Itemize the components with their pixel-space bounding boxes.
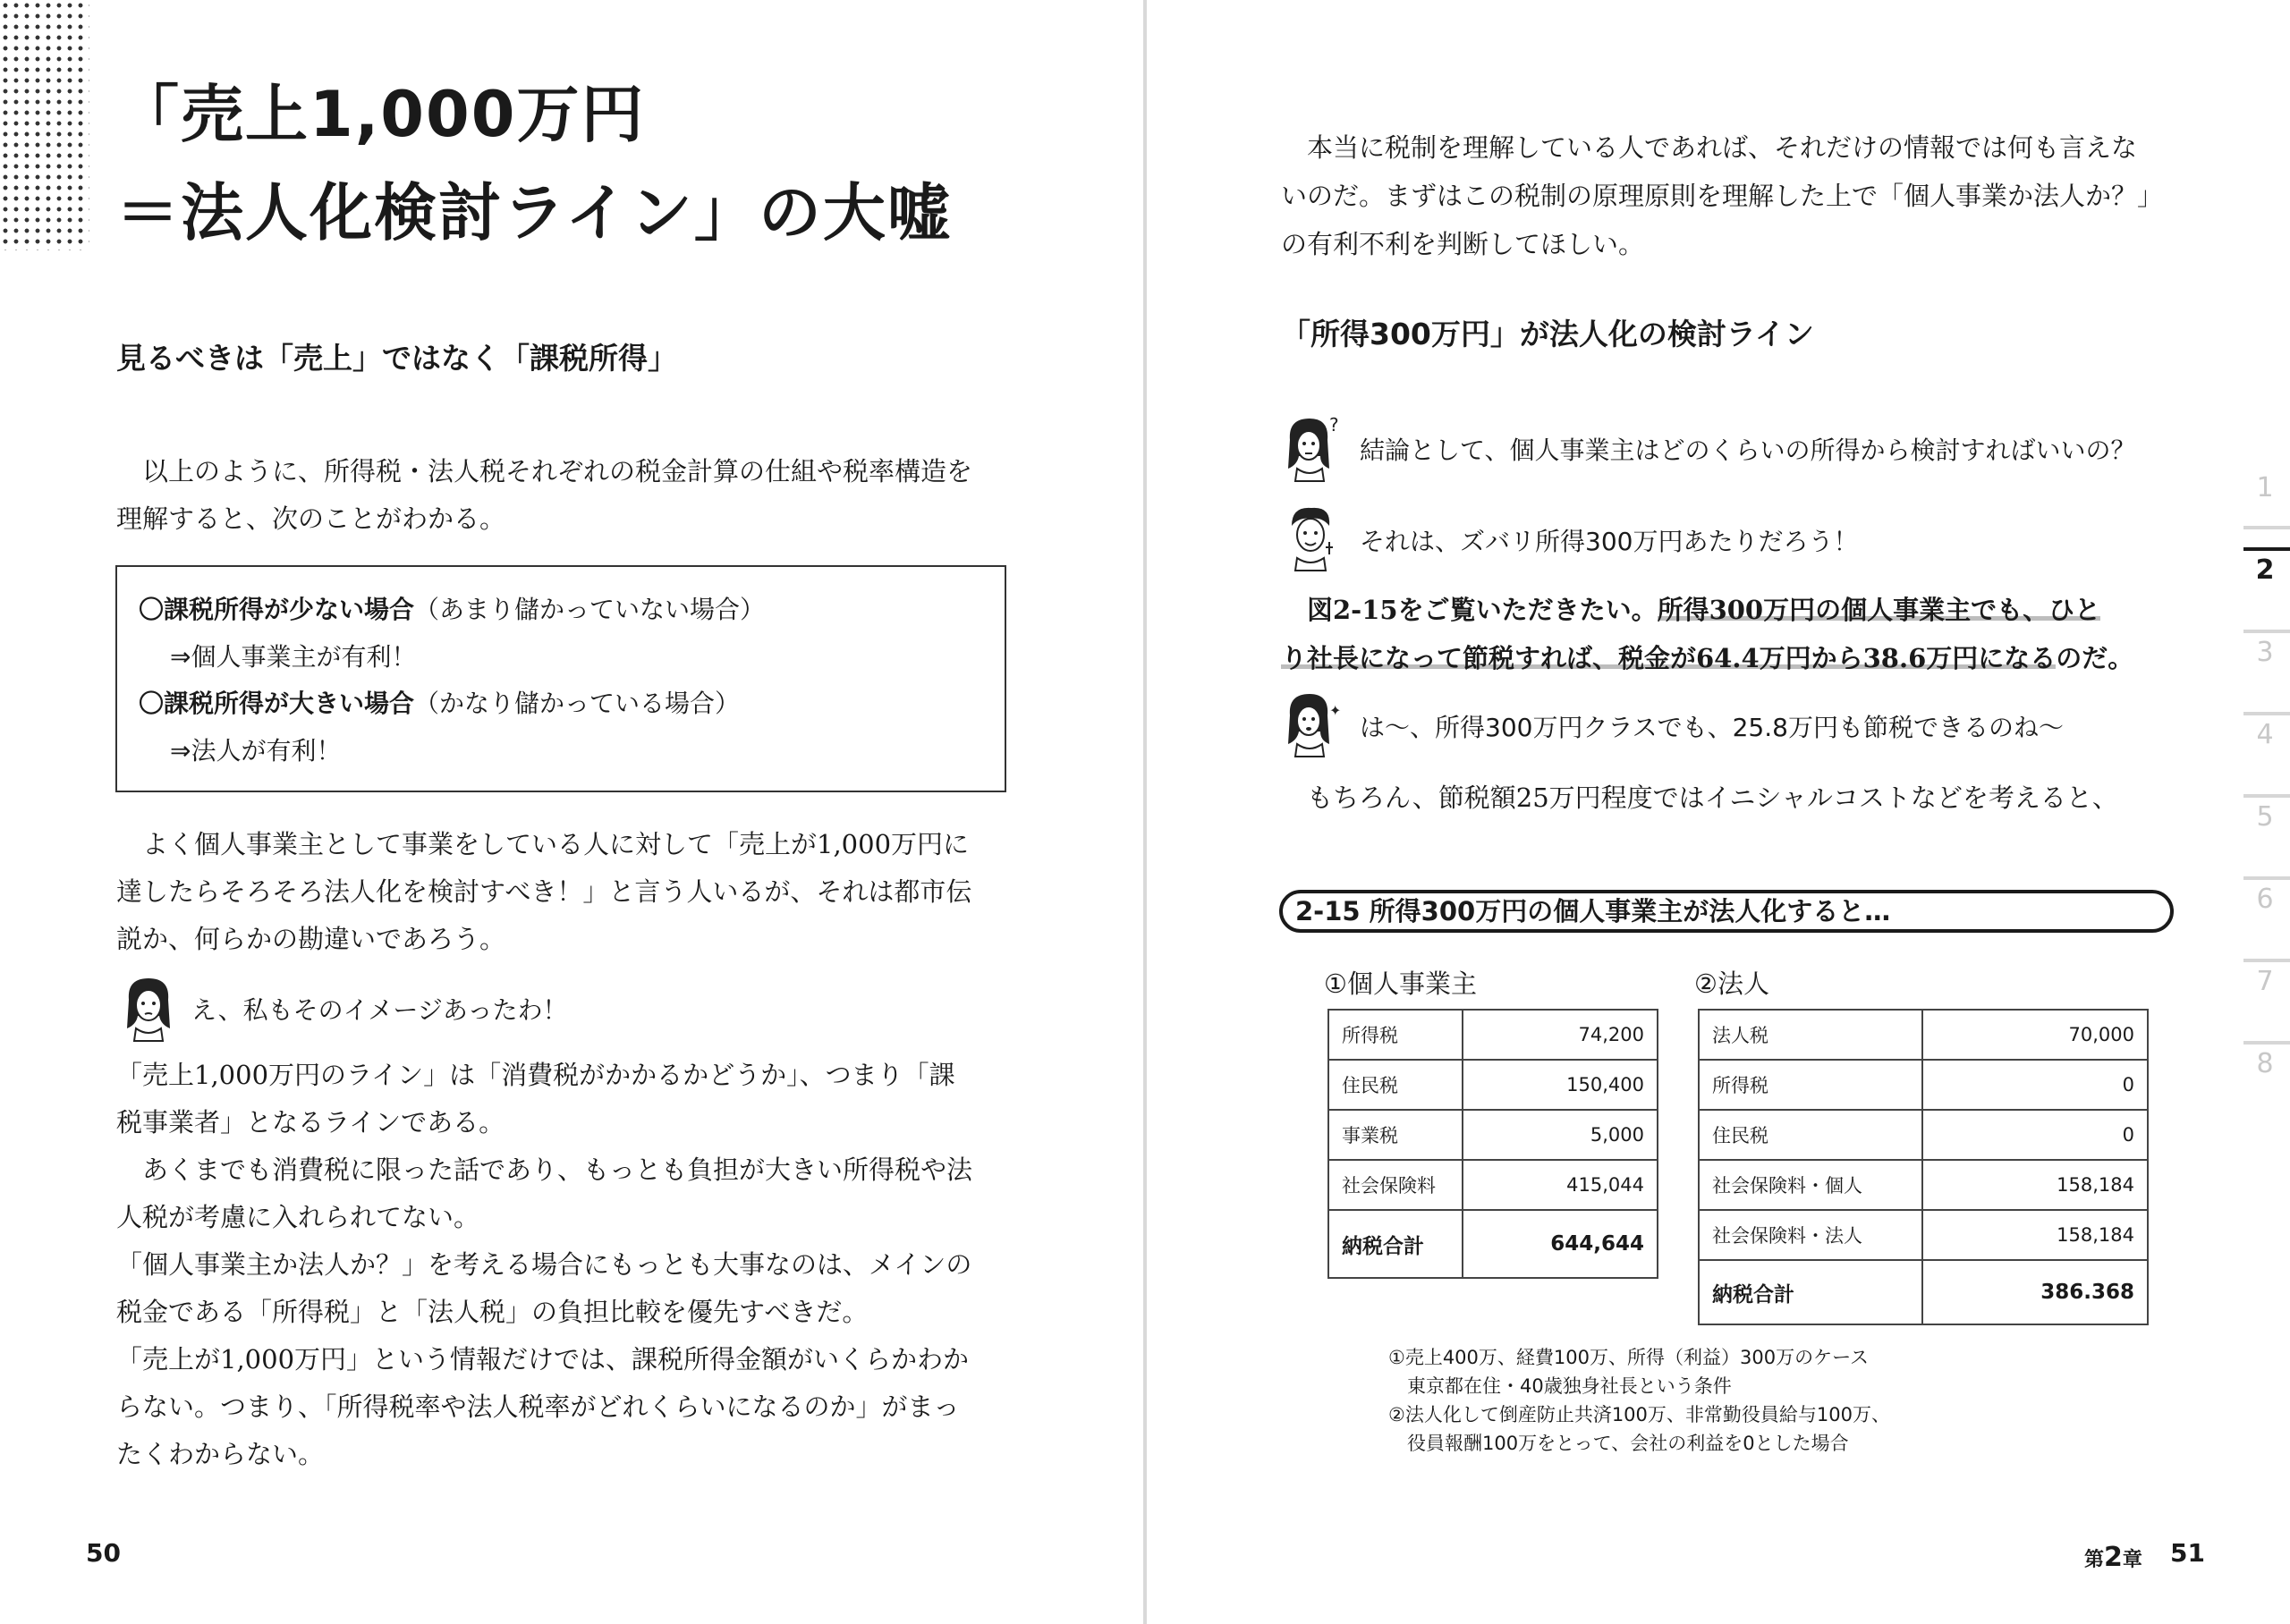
table-total-value: 644,644 <box>1463 1210 1658 1278</box>
section-heading: 「所得300万円」が法人化の検討ライン <box>1281 317 1814 351</box>
box-case1 <box>139 590 765 626</box>
table-cell-label: 社会保険料・個人 <box>1699 1160 1922 1210</box>
chapter-tab-6: 6 <box>2256 884 2274 915</box>
chapter-tab-divider <box>2243 630 2290 633</box>
paragraph-line: たくわからない。 <box>116 1439 325 1469</box>
svg-text:?: ? <box>1329 414 1339 436</box>
table1-title: ①個人事業主 <box>1324 968 1477 999</box>
box-case2 <box>139 684 740 720</box>
page-number-left: 50 <box>86 1538 121 1568</box>
box-case2-result: ⇒法人が有利！ <box>170 736 342 765</box>
table-total-row <box>1328 1210 1658 1278</box>
chapter-tab-divider <box>2243 526 2290 529</box>
table-note: 役員報酬100万をとって、会社の利益を0とした場合 <box>1388 1433 1849 1454</box>
paragraph-line: 以上のように、所得税・法人税それぞれの税金計算の仕組や税率構造を <box>116 456 973 486</box>
paragraph-line: 達したらそろそろ法人化を検討すべき！」と言う人いるが、それは都市伝 <box>116 876 972 907</box>
chapter-tab-4: 4 <box>2256 719 2274 750</box>
chapter-tab-divider <box>2243 959 2290 962</box>
table-row <box>1699 1060 2148 1110</box>
table-row <box>1699 1160 2148 1210</box>
table-row <box>1328 1060 1658 1110</box>
page-title-line2: ＝法人化検討ライン」の大嘘 <box>116 176 952 250</box>
figure-label: 2-15 所得300万円の個人事業主が法人化すると… <box>1279 890 2174 933</box>
paragraph-line-highlighted <box>1281 639 2133 675</box>
table-cell-label: 所得税 <box>1328 1010 1463 1060</box>
chapter-prefix: 第 <box>2084 1549 2105 1571</box>
table-note: 東京都在住・40歳独身社長という条件 <box>1388 1375 1732 1397</box>
table2-title: ②法人 <box>1694 968 1769 999</box>
box-case2-bold: 〇課税所得が大きい場合 <box>139 689 415 718</box>
chapter-tab-7: 7 <box>2256 966 2274 997</box>
chapter-tab-divider <box>2243 876 2290 880</box>
paragraph-line: らない。つまり、「所得税率や法人税率がどれくらいになるのか」がまっ <box>116 1391 960 1422</box>
paragraph-line: 税金である「所得税」と「法人税」の負担比較を優先すべきだ。 <box>116 1297 869 1327</box>
paragraph-line: 説か、何らかの勘違いであろう。 <box>116 924 506 954</box>
paragraph-line: 税事業者」となるラインである。 <box>116 1107 505 1138</box>
dialog-woman-surprised: は〜、所得300万円クラスでも、25.8万円も節税できるのね〜 <box>1360 713 2064 742</box>
table-cell-value: 5,000 <box>1463 1110 1658 1160</box>
paragraph-fig-ref: 図2-15をご覧いただきたい。 <box>1281 595 1658 625</box>
table-cell-label: 社会保険料・法人 <box>1699 1210 1922 1260</box>
table-row <box>1699 1010 2148 1060</box>
chapter-tab-divider <box>2243 1041 2290 1045</box>
table-cell-label: 社会保険料 <box>1328 1160 1463 1210</box>
table-note: ①売上400万、経費100万、所得（利益）300万のケース <box>1388 1347 1870 1368</box>
dialog-woman-question: 結論として、個人事業主はどのくらいの所得から検討すればいいの？ <box>1360 436 2136 465</box>
chapter-tab-5: 5 <box>2256 801 2274 833</box>
chapter-tab-3: 3 <box>2256 637 2274 668</box>
paragraph-line: の有利不利を判断してほしい。 <box>1281 229 1645 259</box>
table-corporation <box>1698 1009 2149 1325</box>
table-cell-label: 事業税 <box>1328 1110 1463 1160</box>
dialog-man-answer: それは、ズバリ所得300万円あたりだろう！ <box>1360 527 1859 556</box>
chapter-indicator <box>2084 1542 2142 1573</box>
table-row <box>1328 1160 1658 1210</box>
box-case1-result: ⇒個人事業主が有利！ <box>170 642 417 672</box>
table-total-value: 386.368 <box>1922 1260 2148 1324</box>
paragraph-line: あくまでも消費税に限った話であり、もっとも負担が大きい所得税や法 <box>116 1155 973 1185</box>
chapter-suffix: 章 <box>2122 1549 2142 1571</box>
page-title-line1: 「売上1,000万円 <box>116 78 646 151</box>
paragraph-line-highlighted <box>1281 590 2100 627</box>
paragraph-end: のだ。 <box>2056 643 2134 673</box>
box-case1-bold: 〇課税所得が少ない場合 <box>139 595 415 624</box>
table-cell-value: 158,184 <box>1922 1210 2148 1260</box>
dialog-woman: え、私もそのイメージあったわ！ <box>191 995 568 1025</box>
woman-thinking-icon <box>1283 413 1340 481</box>
table-cell-value: 0 <box>1922 1060 2148 1110</box>
section-heading: 見るべきは「売上」ではなく「課税所得」 <box>116 341 677 376</box>
box-case2-rest: （かなり儲かっている場合） <box>414 689 741 718</box>
paragraph-line: もちろん、節税額25万円程度ではイニシャルコストなどを考えると、 <box>1281 782 2118 813</box>
table-row <box>1328 1010 1658 1060</box>
highlight-text: り社長になって節税すれば、税金が64.4万円から38.6万円になる <box>1281 643 2057 673</box>
table-total-row <box>1699 1260 2148 1324</box>
paragraph-line: いのだ。まずはこの税制の原理原則を理解した上で「個人事業か法人か？」 <box>1281 181 2164 211</box>
table-row <box>1328 1110 1658 1160</box>
table-cell-value: 150,400 <box>1463 1060 1658 1110</box>
left-page <box>0 0 1143 1624</box>
paragraph-line: 本当に税制を理解している人であれば、それだけの情報では何も言えな <box>1281 132 2138 163</box>
table-sole-proprietor <box>1327 1009 1658 1279</box>
paragraph-line: 「個人事業主か法人か？」を考える場合にもっとも大事なのは、メインの <box>116 1249 972 1280</box>
table-cell-value: 74,200 <box>1463 1010 1658 1060</box>
chapter-tab-active-bar <box>2243 547 2290 551</box>
table-cell-label: 住民税 <box>1699 1110 1922 1160</box>
paragraph-line: 「売上1,000万円のライン」は「消費税がかかるかどうか」、つまり「課 <box>116 1060 955 1090</box>
table-cell-value: 158,184 <box>1922 1160 2148 1210</box>
box-case1-rest: （あまり儲かっていない場合） <box>414 595 766 624</box>
paragraph-line: 理解すると、次のことがわかる。 <box>116 503 506 534</box>
chapter-tab-8: 8 <box>2256 1048 2274 1079</box>
paragraph-line: 人税が考慮に入れられてない。 <box>116 1202 480 1232</box>
table-cell-value: 415,044 <box>1463 1160 1658 1210</box>
table-cell-value: 70,000 <box>1922 1010 2148 1060</box>
dot-pattern-decoration <box>0 0 89 250</box>
table-row <box>1699 1110 2148 1160</box>
highlight-text: 所得300万円の個人事業主でも、ひと <box>1657 595 2101 625</box>
table-total-label: 納税合計 <box>1328 1210 1463 1278</box>
chapter-tab-1: 1 <box>2256 472 2274 503</box>
table-cell-label: 住民税 <box>1328 1060 1463 1110</box>
chapter-number: 2 <box>2104 1542 2123 1573</box>
man-character-icon <box>1283 503 1340 571</box>
table-row <box>1699 1210 2148 1260</box>
table-note: ②法人化して倒産防止共済100万、非常勤役員給与100万、 <box>1388 1404 1890 1425</box>
page-number-right: 51 <box>2170 1538 2205 1568</box>
chapter-tab-2-active: 2 <box>2255 554 2275 586</box>
paragraph-line: 「売上が1,000万円」という情報だけでは、課税所得金額がいくらかわか <box>116 1344 970 1374</box>
woman-character-icon <box>120 973 177 1041</box>
chapter-tab-divider <box>2243 794 2290 798</box>
table-total-label: 納税合計 <box>1699 1260 1922 1324</box>
table-cell-value: 0 <box>1922 1110 2148 1160</box>
table-cell-label: 法人税 <box>1699 1010 1922 1060</box>
woman-surprised-icon <box>1283 689 1340 757</box>
paragraph-line: よく個人事業主として事業をしている人に対して「売上が1,000万円に <box>116 829 970 859</box>
chapter-tab-divider <box>2243 712 2290 715</box>
table-cell-label: 所得税 <box>1699 1060 1922 1110</box>
svg-text:✦: ✦ <box>1329 702 1342 719</box>
